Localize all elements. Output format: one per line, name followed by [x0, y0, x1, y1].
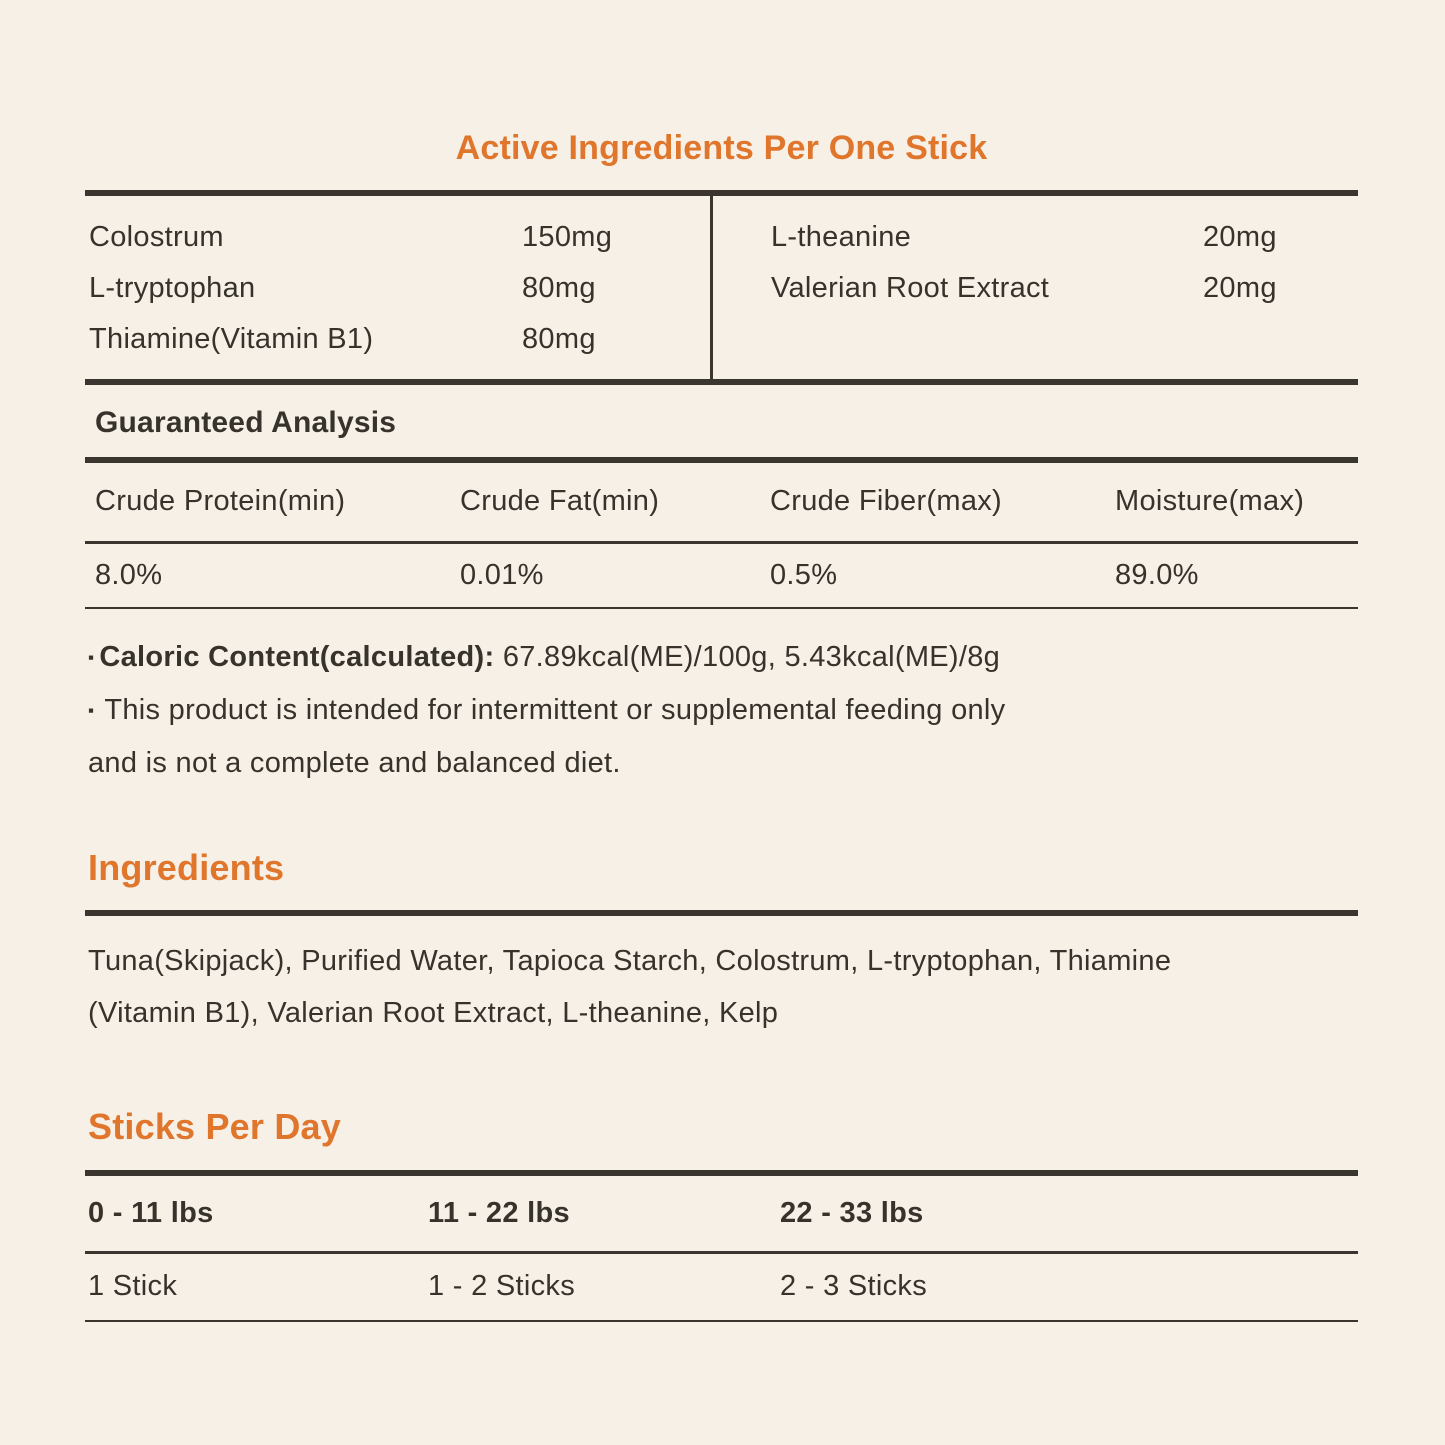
ingredients-line1: Tuna(Skipjack), Purified Water, Tapioca Starch, Colostrum, L-tryptophan, Thiamine — [88, 945, 1172, 977]
ingredients-line2: (Vitamin B1), Valerian Root Extract, L-theanine, Kelp — [88, 997, 779, 1029]
ingredient-name: L-tryptophan — [89, 272, 256, 304]
feeding-note-line2: and is not a complete and balanced diet. — [88, 747, 621, 779]
analysis-column-header: Crude Fiber(max) — [770, 485, 1003, 517]
ingredient-row — [771, 263, 1358, 314]
sticks-count-value: 1 - 2 Sticks — [428, 1270, 576, 1302]
ingredient-name: Valerian Root Extract — [771, 272, 1050, 304]
caloric-content-value: 67.89kcal(ME)/100g, 5.43kcal(ME)/8g — [502, 641, 1001, 673]
sticks-per-day-title: Sticks Per Day — [88, 1106, 341, 1147]
sticks-count-value: 1 Stick — [88, 1270, 178, 1302]
analysis-column-header: Crude Protein(min) — [95, 485, 346, 517]
ingredient-amount: 150mg — [522, 221, 613, 253]
ingredient-amount: 20mg — [1203, 221, 1277, 253]
sticks-per-day-headers — [85, 1176, 1358, 1251]
weight-range-header: 0 - 11 lbs — [88, 1197, 214, 1229]
active-ingredients-table — [85, 190, 1358, 385]
feeding-note-line1: This product is intended for intermittent or supplemental feeding only — [104, 694, 1006, 726]
active-ingredients-title: Active Ingredients Per One Stick — [455, 129, 988, 167]
ingredient-amount: 80mg — [522, 323, 596, 355]
active-ingredients-right-column — [710, 196, 1358, 379]
ingredient-row — [89, 314, 710, 365]
divider-rule — [85, 1320, 1358, 1322]
ingredient-row — [771, 212, 1358, 263]
ingredients-list — [85, 935, 1358, 1039]
square-bullet-icon: ▪ — [88, 648, 95, 667]
label-content — [85, 0, 1358, 1322]
divider-rule — [85, 607, 1358, 609]
ingredient-row — [89, 212, 710, 263]
analysis-value: 89.0% — [1115, 559, 1199, 591]
weight-range-header: 11 - 22 lbs — [428, 1197, 570, 1229]
analysis-value: 0.01% — [460, 559, 544, 591]
ingredient-row — [89, 263, 710, 314]
ingredient-name: L-theanine — [771, 221, 912, 253]
weight-range-header: 22 - 33 lbs — [780, 1197, 924, 1229]
guaranteed-analysis-title: Guaranteed Analysis — [95, 406, 397, 439]
ingredient-amount: 20mg — [1203, 272, 1277, 304]
ingredient-name: Thiamine(Vitamin B1) — [89, 323, 374, 355]
caloric-content-note — [88, 631, 1358, 684]
guaranteed-analysis-values — [85, 544, 1358, 607]
ingredient-name: Colostrum — [89, 221, 224, 253]
analysis-value: 0.5% — [770, 559, 838, 591]
guaranteed-analysis-headers — [85, 463, 1358, 541]
ingredients-title: Ingredients — [88, 847, 285, 888]
analysis-value: 8.0% — [95, 559, 163, 591]
sticks-count-value: 2 - 3 Sticks — [780, 1270, 928, 1302]
notes-section — [85, 631, 1358, 789]
sticks-per-day-values — [85, 1254, 1358, 1320]
analysis-column-header: Crude Fat(min) — [460, 485, 660, 517]
ingredient-amount: 80mg — [522, 272, 596, 304]
analysis-column-header: Moisture(max) — [1115, 485, 1305, 517]
active-ingredients-left-column — [85, 196, 710, 379]
feeding-note — [88, 684, 1358, 789]
caloric-content-label: Caloric Content(calculated): — [99, 641, 495, 673]
square-bullet-icon: ▪ — [88, 701, 95, 720]
divider-rule — [85, 910, 1358, 916]
